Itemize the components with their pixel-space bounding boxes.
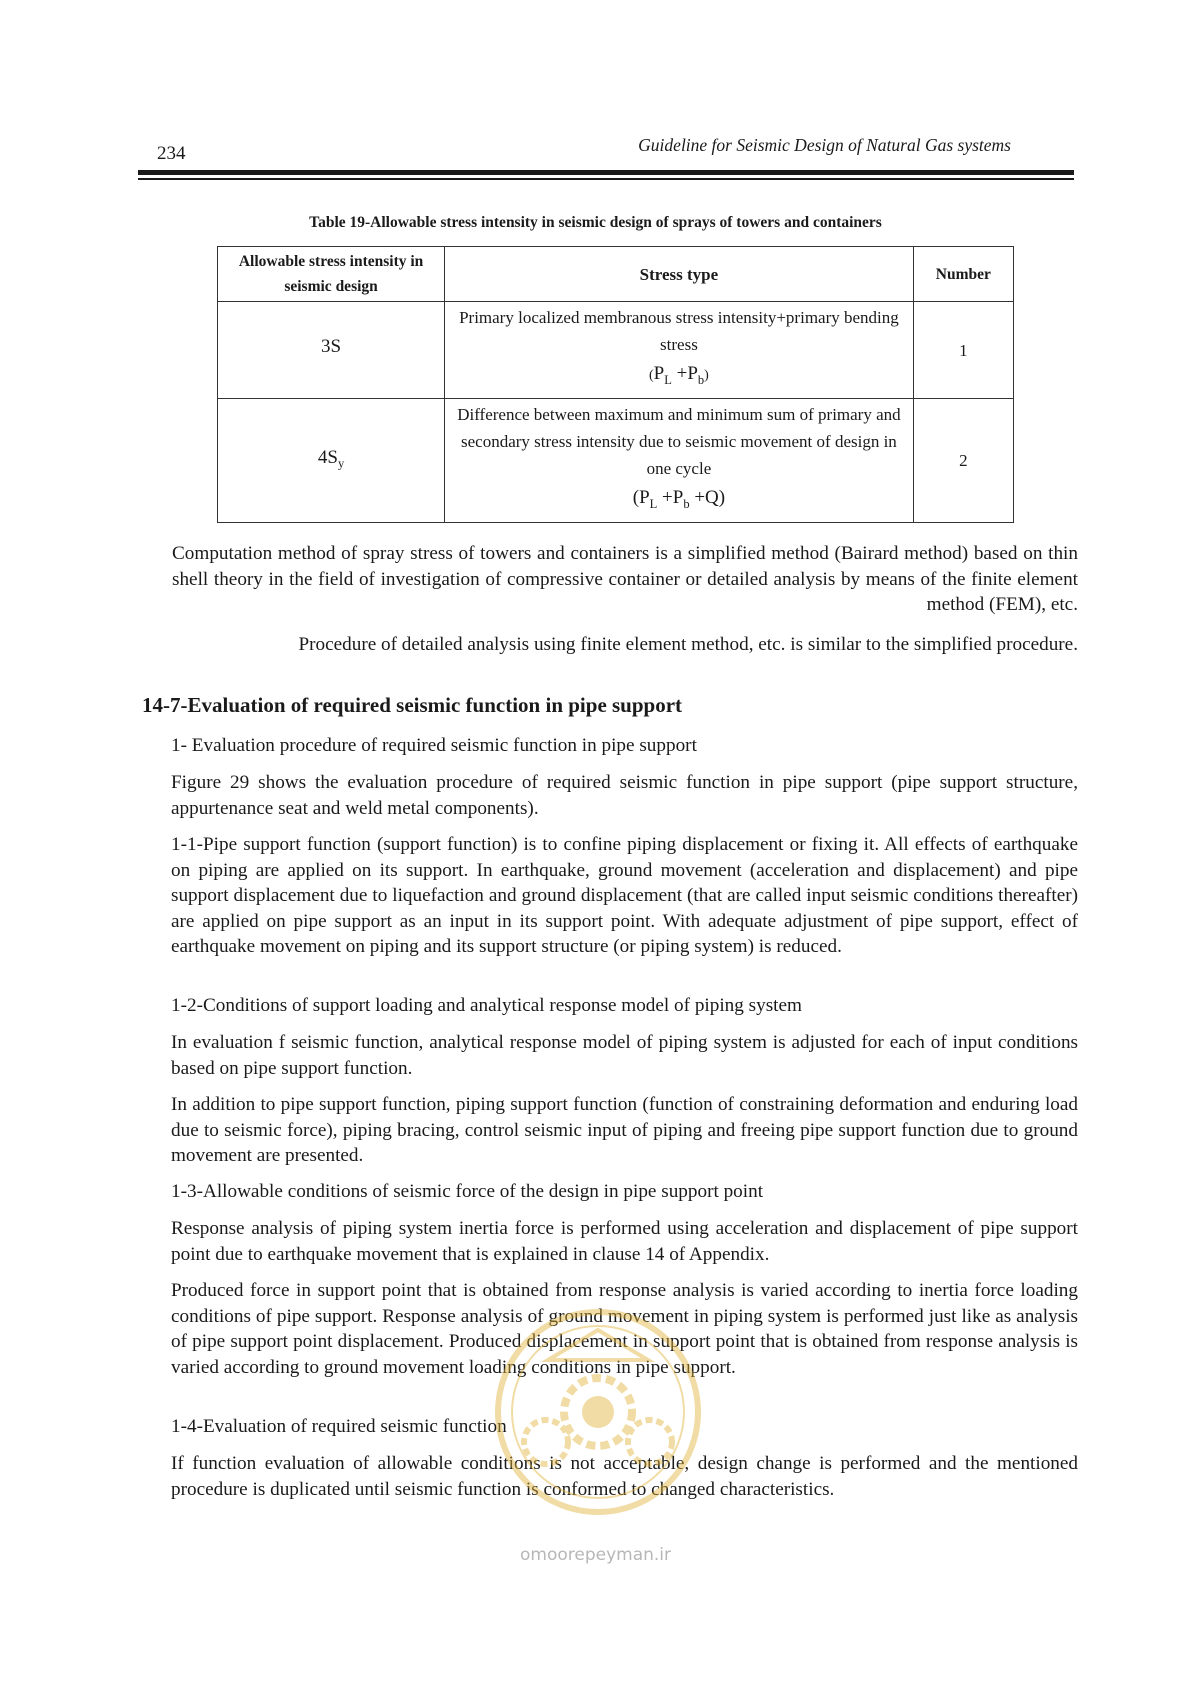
stress-table <box>217 246 1014 523</box>
section-heading: 14-7-Evaluation of required seismic function in pipe support <box>142 693 683 717</box>
stress-formula: $(P_L +P_b)$ <box>648 363 709 387</box>
stress-formula: $(P_L +P_b +Q)$ <box>632 487 726 511</box>
header-rule-thin <box>138 178 1074 180</box>
column-header-stress-type: Stress type <box>445 247 914 302</box>
paragraph: Figure 29 shows the evaluation procedure of required seismic function in pipe support (pipe support structure, appurtenance seat and weld metal components). <box>171 772 1078 819</box>
paragraph: Produced force in support point that is obtained from response analysis is varied according to inertia force loading conditions of pipe support. Response analysis of ground movement in piping system is performed just like as analysis of pipe support point displacement. Produced displacement in support point that is obtained from response analysis is varied according to ground movement loading conditions in pipe support. <box>171 1280 1078 1378</box>
header-rule-thick <box>138 170 1074 175</box>
stress-type-cell <box>445 399 914 523</box>
allowable-cell <box>218 399 445 523</box>
stress-description: Primary localized membranous stress intensity+primary bending stress <box>459 308 899 355</box>
stress-type-cell <box>445 302 914 399</box>
page-number: 234 <box>157 143 186 164</box>
paragraph: In addition to pipe support function, piping support function (function of constraining deformation and enduring load due to seismic force), piping bracing, control seismic input of piping and freeing pipe support function due to ground movement are presented. <box>171 1094 1078 1167</box>
paragraph-computation-method: Computation method of spray stress of towers and containers is a simplified method (Bairard method) based on thin shell theory in the field of investigation of compressive container or detailed analysis by means of the finite element method (FEM), etc. <box>172 543 1078 616</box>
number-cell: 1 <box>913 302 1013 399</box>
paragraph: Response analysis of piping system inertia force is performed using acceleration and displacement of pipe support point due to earthquake movement that is explained in clause 14 of Appendix. <box>171 1218 1078 1265</box>
paragraph: If function evaluation of allowable conditions is not acceptable, design change is performed and the mentioned procedure is duplicated until seismic function is conformed to changed characteristics. <box>171 1453 1078 1500</box>
paragraph: 1-4-Evaluation of required seismic function <box>171 1416 507 1437</box>
paragraph: 1-1-Pipe support function (support function) is to confine piping displacement or fixing it. All effects of earthquake on piping are applied on its support. In earthquake, ground movement (acceleration and displacement) and pipe support displacement due to liquefaction and ground displacement (that are called input seismic conditions thereafter) are applied on pipe support as an input in its support point. With adequate adjustment of pipe support, effect of earthquake movement on piping and its support structure (or piping system) is reduced. <box>171 834 1078 958</box>
table-header-row <box>218 247 1014 302</box>
watermark-url: omoorepeyman.ir <box>519 1545 672 1565</box>
table-caption: Table 19-Allowable stress intensity in seismic design of sprays of towers and containers <box>309 214 882 231</box>
paragraph: 1-3-Allowable conditions of seismic force of the design in pipe support point <box>171 1181 764 1202</box>
stress-description: Difference between maximum and minimum sum of primary and secondary stress intensity due to seismic movement of design in one cycle <box>457 405 901 478</box>
running-title: Guideline for Seismic Design of Natural Gas systems <box>638 135 1011 155</box>
column-header-number: Number <box>913 247 1013 302</box>
table-row <box>218 302 1014 399</box>
paragraph: 1- Evaluation procedure of required seismic function in pipe support <box>171 735 697 756</box>
allowable-cell <box>218 302 445 399</box>
column-header-allowable: Allowable stress intensity in seismic design <box>218 247 445 302</box>
paragraph-detailed-procedure: Procedure of detailed analysis using finite element method, etc. is similar to the simplified procedure. <box>298 634 1078 655</box>
allowable-value: 3S <box>321 336 342 358</box>
paragraph: 1-2-Conditions of support loading and analytical response model of piping system <box>171 995 802 1016</box>
allowable-subscript: y <box>337 456 345 471</box>
number-cell: 2 <box>913 399 1013 523</box>
allowable-value: 4S <box>317 446 338 468</box>
paragraph: In evaluation f seismic function, analytical response model of piping system is adjusted for each of input conditions based on pipe support function. <box>171 1032 1078 1079</box>
table-row <box>218 399 1014 523</box>
